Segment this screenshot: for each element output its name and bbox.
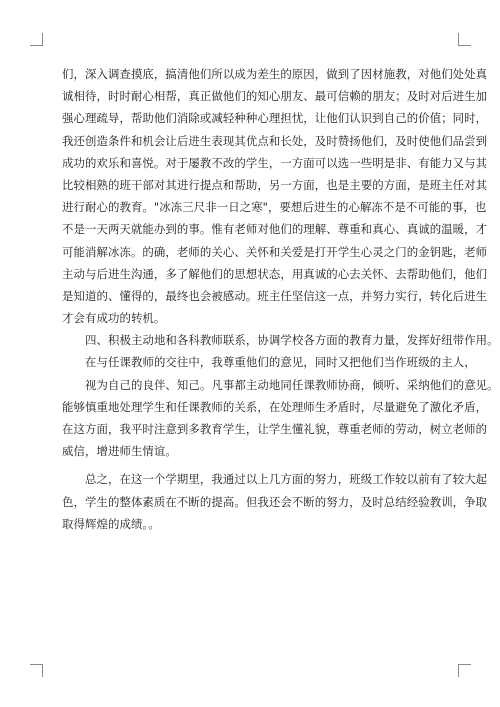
text-line: 能够慎重地处理学生和任课教师的关系，在处理师生矛盾时，尽量避免了激化矛盾， bbox=[62, 399, 488, 414]
text-line: 是知道的、懂得的，最终也会被感动。班主任坚信这一点，并努力实行，转化后进生 bbox=[62, 288, 488, 303]
crop-mark-bottom-left bbox=[30, 664, 43, 677]
text-line: 视为自己的良伴、知己。凡事都主动地同任课教师协商，倾听、采纳他们的意见。 bbox=[85, 377, 499, 392]
text-line: 主动与后进生沟通，多了解他们的思想状态，用真诚的心去关怀、去帮助他们，他们 bbox=[62, 266, 488, 281]
section-heading: 四、积极主动地和各科教师联系，协调学校各方面的教育力量，发挥好纽带作用。 bbox=[85, 333, 499, 348]
text-line: 成功的欢乐和喜悦。对于屡教不改的学生，一方面可以选一些明是非、有能力又与其 bbox=[62, 155, 488, 170]
text-line: 们，深入调查摸底，搞清他们所以成为差生的原因，做到了因材施教，对他们处处真 bbox=[62, 67, 488, 81]
text-line: 比较相熟的班干部对其进行提点和帮助，另一方面，也是主要的方面，是班主任对其 bbox=[62, 177, 488, 192]
crop-mark-top-left bbox=[30, 33, 43, 46]
text-line: 才会有成功的转机。 bbox=[62, 311, 166, 326]
crop-mark-bottom-right bbox=[458, 664, 471, 677]
text-line: 取得辉煌的成绩。。 bbox=[62, 516, 160, 531]
text-line: 我还创造条件和机会让后进生表现其优点和长处，及时赞扬他们，及时使他们品尝到 bbox=[62, 133, 488, 148]
text-line: 在这方面，我平时注意到多教育学生，让学生懂礼貌，尊重老师的劳动，树立老师的 bbox=[62, 422, 488, 436]
text-line: 威信，增进师生情谊。 bbox=[62, 444, 177, 459]
text-line: 强心理疏导，帮助他们消除或减轻种种心理担忧，让他们认识到自己的价值；同时， bbox=[62, 111, 488, 126]
text-line: 色，学生的整体素质在不断的提高。但我还会不断的努力，及时总结经验教训，争取 bbox=[62, 494, 488, 509]
text-line: 不是一天两天就能办到的事。惟有老师对他们的理解、尊重和真心、真诚的温暖，才 bbox=[62, 222, 488, 237]
crop-mark-top-right bbox=[458, 33, 471, 46]
text-line: 进行耐心的教育。"冰冻三尺非一日之寒"，要想后进生的心解冻不是不可能的事，也 bbox=[62, 200, 487, 215]
document-body bbox=[62, 63, 499, 535]
text-line: 在与任课教师的交往中，我尊重他们的意见，同时又把他们当作班级的主人， bbox=[85, 355, 476, 370]
text-line: 诚相待，时时耐心相帮，真正做他们的知心朋友、最可信赖的朋友；及时对后进生加 bbox=[62, 89, 488, 104]
text-line: 总之，在这一个学期里，我通过以上几方面的努力，班级工作较以前有了较大起 bbox=[85, 472, 488, 487]
text-line: 可能消解冰冻。的确，老师的关心、关怀和关爱是打开学生心灵之门的金钥匙，老师 bbox=[62, 244, 488, 259]
